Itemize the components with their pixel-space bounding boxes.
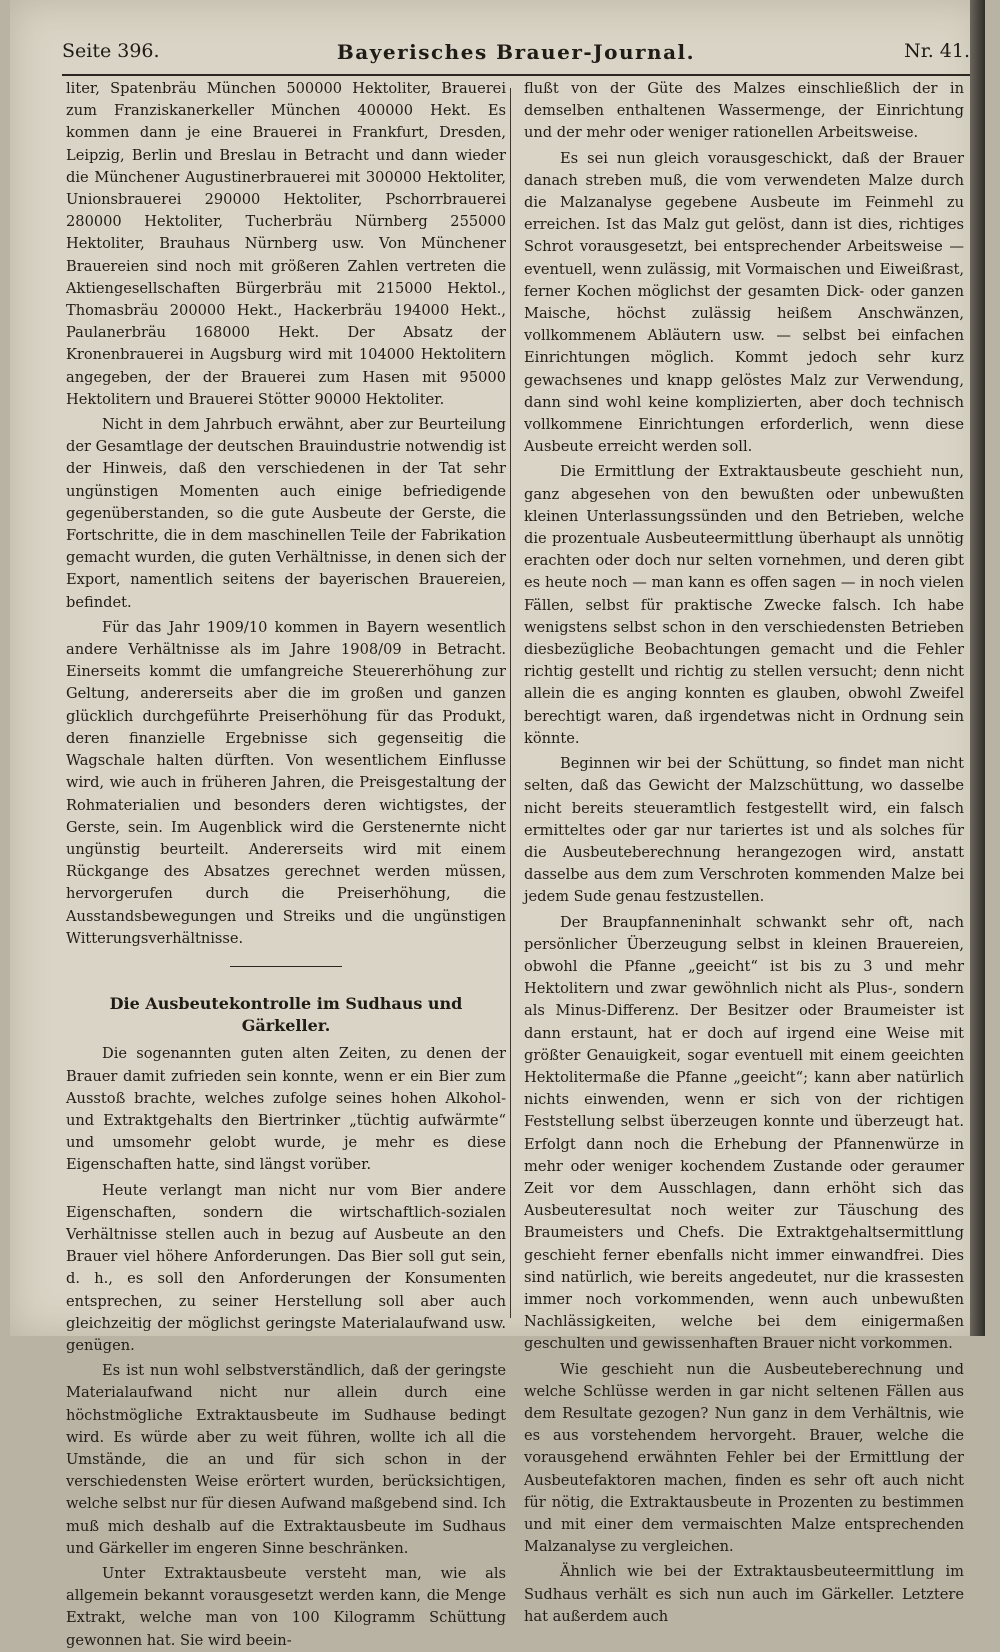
book-binding-edge xyxy=(970,0,985,1336)
left-column xyxy=(66,78,506,1649)
paragraph: Für das Jahr 1909/10 kommen in Bayern wesentlich andere Verhältnisse als im Jahre 1908/09 in Betracht. Einerseits kommt die umfangreiche Steuererhöhung zur Geltung, andererseits aber die im großen und ganzen glücklich durchgeführte Preiserhöhung für das Produkt, deren finanzielle Ergebnisse sich gegenseitig die Wagschale halten dürften. Von wesentlichem Einflusse wird, wie auch in früheren Jahren, die Preisgestaltung der Rohmaterialien und besonders deren wichtigstes, der Gerste, sein. Im Augenblick wird die Gerstenernte nicht ungünstig beurteilt. Andererseits wird mit einem Rückgange des Absatzes gerechnet werden müssen, hervorgerufen durch die Preiserhöhung, die Ausstandsbewegungen und Streiks und die ungünstigen Witterungsverhältnisse. xyxy=(66,618,506,947)
paragraph: liter, Spatenbräu München 500000 Hektoliter, Brauerei zum Franziskanerkeller München 400000 Hekt. Es kommen dann je eine Brauerei in Frankfurt, Dresden, Leipzig, Berlin und Breslau in Betracht und dann wieder die Münchener Augustinerbrauerei mit 300000 Hektoliter, Unionsbrauerei 290000 Hektoliter, Pschorrbrauerei 280000 Hektoliter, Tucherbräu Nürnberg 255000 Hektoliter, Brauhaus Nürnberg usw. Von Münchener Brauereien sind noch mit größeren Zahlen vertreten die Aktiengesellschaften Bürgerbräu mit 215000 Hektol., Thomasbräu 200000 Hekt., Hackerbräu 194000 Hekt., Paulanerbräu 168000 Hekt. Der Absatz der Kronenbrauerei in Augsburg wird mit 104000 Hektolitern angegeben, der der Brauerei zum Hasen mit 95000 Hektolitern und Brauerei Stötter 90000 Hektoliter. xyxy=(66,80,506,408)
paragraph: Unter Extraktausbeute versteht man, wie als allgemein bekannt vorausgesetzt werden kann, die Menge Extrakt, welche man von 100 Kilogramm Schüttung gewonnen hat. Sie wird beein- xyxy=(66,1565,506,1649)
paragraph: Wie geschieht nun die Ausbeuteberechnung und welche Schlüsse werden in gar nicht seltenen Fällen aus dem Resultate gezogen? Nun ganz in dem Verhältnis, wie es aus vorstehendem hervorgeht. Brauer, welche die vorausgehend erwähnten Fehler bei der Ermittlung der Ausbeutefaktoren machen, finden es sehr oft auch nicht für nötig, die Extraktausbeute in Prozenten zu bestimmen und mit einer dem vermaischten Malze entsprechenden Malzanalyse zu vergleichen. xyxy=(524,1360,964,1556)
paragraph: Die Ermittlung der Extraktausbeute geschieht nun, ganz abgesehen von den bewußten oder unbewußten kleinen Unterlassungssünden und den Betrieben, welche die prozentuale Ausbeuteermittlung überhaupt als unnötig erachten oder doch nur selten vornehmen, und deren gibt es heute noch — man kann es offen sagen — in noch vielen Fällen, selbst für praktische Zwecke falsch. Ich habe wenigstens selbst schon in den verschiedensten Betrieben diesbezügliche Beobachtungen gemacht und die Fehler richtig gestellt und richtig zu stellen versucht; denn nicht allein die es anging konnten es glauben, obwohl Zweifel berechtigt waren, daß irgendetwas nicht in Ordnung sein könnte. xyxy=(524,463,964,747)
paragraph: Heute verlangt man nicht nur vom Bier andere Eigenschaften, sondern die wirtschaftlich-sozialen Verhältnisse stellen auch in bezug auf Ausbeute an den Brauer viel höhere Anforderungen. Das Bier soll gut sein, d. h., es soll den Anforderungen der Konsumenten entsprechen, zu seiner Herstellung soll aber auch gleichzeitig der möglichst geringste Materialaufwand usw. genügen. xyxy=(66,1181,506,1354)
newspaper-page xyxy=(10,0,985,1649)
paragraph: flußt von der Güte des Malzes einschließlich der in demselben enthaltenen Wassermenge, der Einrichtung und der mehr oder weniger rationellen Arbeitsweise. xyxy=(524,80,964,142)
paragraph: Ähnlich wie bei der Extraktausbeuteermittlung im Sudhaus verhält es sich nun auch im Gärkeller. Letztere hat außerdem auch xyxy=(524,1563,964,1625)
paragraph: Es ist nun wohl selbstverständlich, daß der geringste Materialaufwand nicht nur allein durch eine höchstmögliche Extraktausbeute im Sudhause bedingt wird. Es würde aber zu weit führen, wollte ich all die Umstände, die an und für sich schon in der verschiedensten Weise erörtert wurden, berücksichtigen, welche selbst nur für diesen Aufwand maßgebend sind. Ich muß mich deshalb auf die Extraktausbeute im Sudhaus und Gärkeller im engeren Sinne beschränken. xyxy=(66,1362,506,1557)
paragraph: Beginnen wir bei der Schüttung, so findet man nicht selten, daß das Gewicht der Malzschüttung, wo dasselbe nicht bereits steueramtlich festgestellt wird, ein falsch ermitteltes oder gar nur tariertes ist und als solches für die Ausbeuteberechnung herangezogen wird, anstatt dasselbe aus dem zum Verschroten kommenden Malze bei jedem Sude genau festzustellen. xyxy=(524,755,964,906)
paragraph: Nicht in dem Jahrbuch erwähnt, aber zur Beurteilung der Gesamtlage der deutschen Brauindustrie notwendig ist der Hinweis, daß den verschiedenen in der Tat sehr ungünstigen Momenten auch einige befriedigende gegenüberstanden, so die gute Ausbeute der Gerste, die Fortschritte, die in dem maschinellen Teile der Fabrikation gemacht wurden, die guten Verhältnisse, in denen sich der Export, namentlich seitens der bayerischen Brauereien, befindet. xyxy=(66,416,506,611)
column-divider xyxy=(510,88,511,1318)
paragraph: Die sogenannten guten alten Zeiten, zu denen der Brauer damit zufrieden sein konnte, wenn er ein Bier zum Ausstoß brachte, welches zufolge seines hohen Alkohol- und Extraktgehalts den Biertrinker „tüchtig aufwärmte“ und umsomehr gelobt wurde, je mehr es diese Eigenschaften hatte, sind längst vorüber. xyxy=(66,1045,506,1174)
page-number: Seite 396. xyxy=(62,40,160,62)
paragraph: Es sei nun gleich vorausgeschickt, daß der Brauer danach streben muß, die vom verwendeten Malze durch die Malzanalyse gegebene Ausbeute im Feinmehl zu erreichen. Ist das Malz gut gelöst, dann ist dies, richtiges Schrot vorausgesetzt, bei entsprechender Arbeitsweise — eventuell, wenn zulässig, mit Vormaischen und Eiweißrast, ferner Kochen möglichst der gesamten Dick- oder ganzen Maische, höchst zulässig heißem Anschwänzen, vollkommenem Abläutern usw. — selbst bei einfachen Einrichtungen möglich. Kommt jedoch sehr kurz gewachsenes und knapp gelöstes Malz zur Verwendung, dann sind wohl keine komplizierten, aber doch technisch vollkommene Einrichtungen erforderlich, wenn diese Ausbeute erreicht werden soll. xyxy=(524,149,964,456)
paragraph: Der Braupfanneninhalt schwankt sehr oft, nach persönlicher Überzeugung selbst in kleinen Brauereien, obwohl die Pfanne „geeicht“ ist bis zu 3 und mehr Hektolitern und zwar gewöhnlich nicht als Plus-, sondern als Minus-Differenz. Der Besitzer oder Braumeister ist dann erstaunt, hat er doch auf irgend eine Weise mit größter Genauigkeit, sogar eventuell mit einem geeichten Hektolitermaße die Pfanne „geeicht“; kann aber natürlich nichts einwenden, wenn er sich von der richtigen Feststellung selbst überzeugen konnte und überzeugt hat. Erfolgt dann noch die Erhebung der Pfannenwürze in mehr oder weniger kochendem Zustande oder geraumer Zeit vor dem Ausschlagen, dann erhöht sich das Ausbeuteresultat noch weiter zur Täuschung des Braumeisters und Chefs. Die Extraktgehaltsermittlung geschieht ferner ebenfalls nicht immer einwandfrei. Dies sind natürlich, wie bereits angedeutet, nur die krassesten immer noch vorkommenden, wenn auch unbewußten Nachlässigkeiten, welche bei dem einigermaßen geschulten und gewissenhaften Brauer nicht vorkommen. xyxy=(524,913,964,1353)
header-rule xyxy=(62,74,970,76)
journal-title: Bayerisches Brauer-Journal. xyxy=(336,40,696,64)
page-header xyxy=(62,40,970,76)
section-separator xyxy=(230,966,342,967)
issue-number: Nr. 41. xyxy=(904,40,970,62)
right-column xyxy=(524,78,964,1625)
article-title: Die Ausbeutekontrolle im Sudhaus und Gärkeller. xyxy=(109,993,463,1036)
